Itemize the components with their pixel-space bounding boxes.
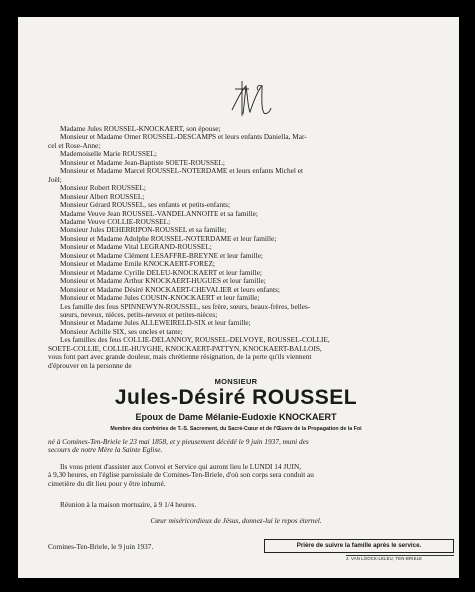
birth-death-line: né à Comines-Ten-Briele le 23 mai 1858, et y pieusement décédé le 9 juin 1937, muni des — [48, 438, 309, 446]
invitation-line: Ils vous prient d'assister aux Convoi et Service qui auront lieu le LUNDI 14 JUIN, — [60, 463, 302, 471]
place-date: Comines-Ten-Briele, le 9 juin 1937. — [48, 542, 154, 551]
family-line: SOETE-COLLIE, COLLIE-HUYGHE, KNOCKAERT-PATTYN, KNOCKAERT-BALLOIS, — [48, 344, 322, 353]
family-line: Monsieur et Madame Emile KNOCKAERT-FOREZ; — [60, 260, 215, 269]
birth-death-line: secours de notre Mère la Sainte Eglise. — [48, 446, 163, 455]
reunion-line: Réunion à la maison mortuaire, à 9 1/4 heures. — [60, 501, 197, 509]
family-line: Madame Jules ROUSSEL-KNOCKAERT, son épouse; — [60, 125, 221, 133]
family-line: Les famille des feus SPINNEWYN-ROUSSEL, ses frère, sœurs, beaux-frères, belles- — [60, 302, 311, 311]
family-line: Joël; — [48, 175, 62, 184]
notice-body — [48, 17, 424, 578]
deceased-name: Jules-Désiré ROUSSEL — [114, 386, 358, 409]
family-line: Monsieur et Madame Jules ALLEWEIRELD-SIX et leur famille; — [60, 319, 251, 328]
family-line: Monsieur et Madame Arthur KNOCKAERT-HUGUES et leur famille; — [60, 277, 266, 286]
family-line: Madame Veuve COLLIE-ROUSSEL; — [60, 217, 171, 226]
family-line: Monsieur Albert ROUSSEL; — [60, 192, 145, 201]
birth-death-block — [48, 438, 424, 455]
confraternities-line: Membre des confréries de T.-S. Sacrement, du Sacré-Cœur et de l'Œuvre de la Propagation de la Foi — [110, 426, 362, 432]
family-line: Monsieur et Madame Cyrille DELEU-KNOCKAERT et leur famille; — [60, 268, 262, 277]
invitation-line: cimetière du dit lieu pour y être inhumé. — [48, 479, 166, 488]
family-line: Monsieur et Madame Jules COUSIN-KNOCKAERT et leur famille; — [60, 294, 260, 303]
family-line: Monsieur et Madame Vital LEGRAND-ROUSSEL; — [60, 243, 212, 252]
family-line: Monsieur Gérard ROUSSEL, ses enfants et petits-enfants; — [60, 201, 231, 210]
invitation-line: à 9,30 heures, en l'église paroissiale de Comines-Ten-Briele, d'où son corps sera conduit au — [48, 471, 314, 480]
family-line: Monsieur et Madame Désiré KNOCKAERT-CHEVALIER et leurs enfants; — [60, 285, 280, 294]
family-line: d'éprouver en la personne de — [48, 361, 132, 370]
prayer-line: Cœur miséricordieux de Jésus, donnez-lui le repos éternel. — [150, 516, 322, 525]
family-line: Mademoiselle Marie ROUSSEL; — [60, 150, 157, 159]
family-line: Madame Veuve Jean ROUSSEL-VANDELANNOITE et sa famille; — [60, 209, 258, 218]
deceased-title: MONSIEUR — [214, 377, 258, 386]
family-line: cel et Rose-Anne; — [48, 141, 101, 150]
family-line: Monsieur et Madame Jean-Baptiste SOETE-ROUSSEL; — [60, 158, 225, 167]
death-notice-card — [18, 17, 459, 578]
family-notice-box: Prière de suivre la famille après le service. — [264, 539, 454, 553]
family-line: Monsieur Jules DEHERRIPON-ROUSSEL et sa famille; — [60, 226, 227, 235]
family-line: sœurs, neveux, nièces, petits-neveux et petites-nièces; — [60, 310, 218, 319]
cross-monogram-icon — [228, 78, 273, 120]
invitation-block — [48, 463, 424, 488]
family-line: Monsieur et Madame Clément LESAFFRE-BREYNE et leur famille; — [60, 251, 263, 260]
printer-credit: J. VAN LOOCK-LELEU, TEN-BRIELE — [346, 556, 423, 561]
spouse-line: Epoux de Dame Mélanie-Eudoxie KNOCKAERT — [135, 412, 337, 422]
family-list — [48, 125, 424, 370]
family-line: Monsieur et Madame Adolphe ROUSSEL-NOTERDAME et leur famille; — [60, 234, 277, 243]
family-line: Les familles des feus COLLIE-DELANNOY, ROUSSEL-DELVOYE, ROUSSEL-COLLIE, — [60, 336, 330, 345]
family-line: vous font part avec grande douleur, mais chrétienne résignation, de la perte qu'ils viennent — [48, 353, 312, 362]
family-line: Monsieur Achille SIX, ses oncles et tante; — [60, 327, 183, 336]
family-line: Monsieur et Madame Marcel ROUSSEL-NOTERDAME et leurs enfants Michel et — [60, 167, 303, 176]
family-line: Monsieur Robert ROUSSEL; — [60, 184, 146, 193]
family-line: Monsieur et Madame Omer ROUSSEL-DESCAMPS et leurs enfants Daniella, Mar- — [60, 133, 307, 142]
